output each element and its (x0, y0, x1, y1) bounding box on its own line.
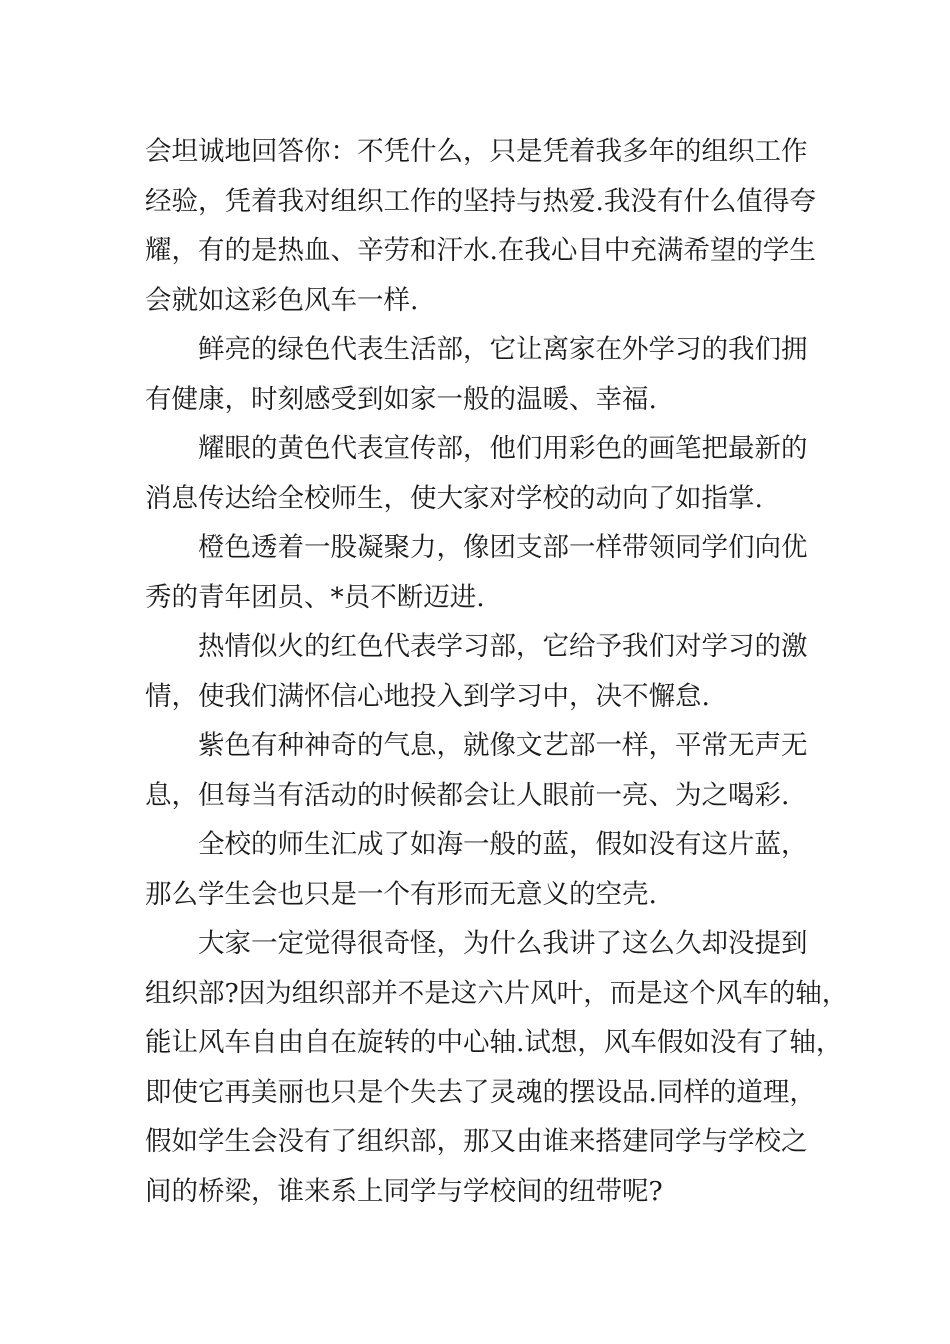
text-line: 大家一定觉得很奇怪，为什么我讲了这么久却没提到 (198, 928, 808, 959)
text-line: 耀眼的黄色代表宣传部，他们用彩色的画笔把最新的 (198, 433, 808, 464)
text-line: 耀，有的是热血、辛劳和汗水.在我心目中充满希望的学生 (145, 235, 816, 266)
text-line: 鲜亮的绿色代表生活部，它让离家在外学习的我们拥 (198, 334, 808, 365)
text-line: 秀的青年团员、*员不断迈进. (145, 581, 485, 613)
text-line: 橙色透着一股凝聚力，像团支部一样带领同学们向优 (198, 532, 808, 563)
text-line: 会坦诚地回答你：不凭什么，只是凭着我多年的组织工作 (145, 136, 808, 167)
text-line: 能让风车自由自在旋转的中心轴.试想，风车假如没有了轴， (145, 1027, 843, 1058)
text-line: 那么学生会也只是一个有形而无意义的空壳. (145, 878, 657, 910)
text-line: 组织部?因为组织部并不是这六片风叶，而是这个风车的轴， (145, 977, 849, 1009)
text-line: 有健康，时刻感受到如家一般的温暖、幸福. (145, 383, 657, 415)
text-line: 即使它再美丽也只是个失去了灵魂的摆设品.同样的道理， (145, 1076, 816, 1108)
body-text (145, 127, 849, 1216)
text-line: 热情似火的红色代表学习部，它给予我们对学习的激 (198, 631, 808, 662)
text-line: 会就如这彩色风车一样. (145, 284, 419, 316)
text-line: 息，但每当有活动的时候都会让人眼前一亮、为之喝彩. (145, 779, 790, 811)
text-line: 间的桥梁，谁来系上同学与学校间的纽带呢? (145, 1175, 663, 1207)
text-line: 紫色有种神奇的气息，就像文艺部一样，平常无声无 (198, 730, 808, 761)
text-line: 经验，凭着我对组织工作的坚持与热爱.我没有什么值得夸 (145, 185, 816, 217)
text-line: 假如学生会没有了组织部，那又由谁来搭建同学与学校之 (145, 1126, 808, 1157)
text-line: 消息传达给全校师生，使大家对学校的动向了如指掌. (145, 482, 763, 514)
text-line: 全校的师生汇成了如海一般的蓝，假如没有这片蓝， (198, 829, 808, 860)
text-line: 情，使我们满怀信心地投入到学习中，决不懈怠. (145, 680, 710, 712)
